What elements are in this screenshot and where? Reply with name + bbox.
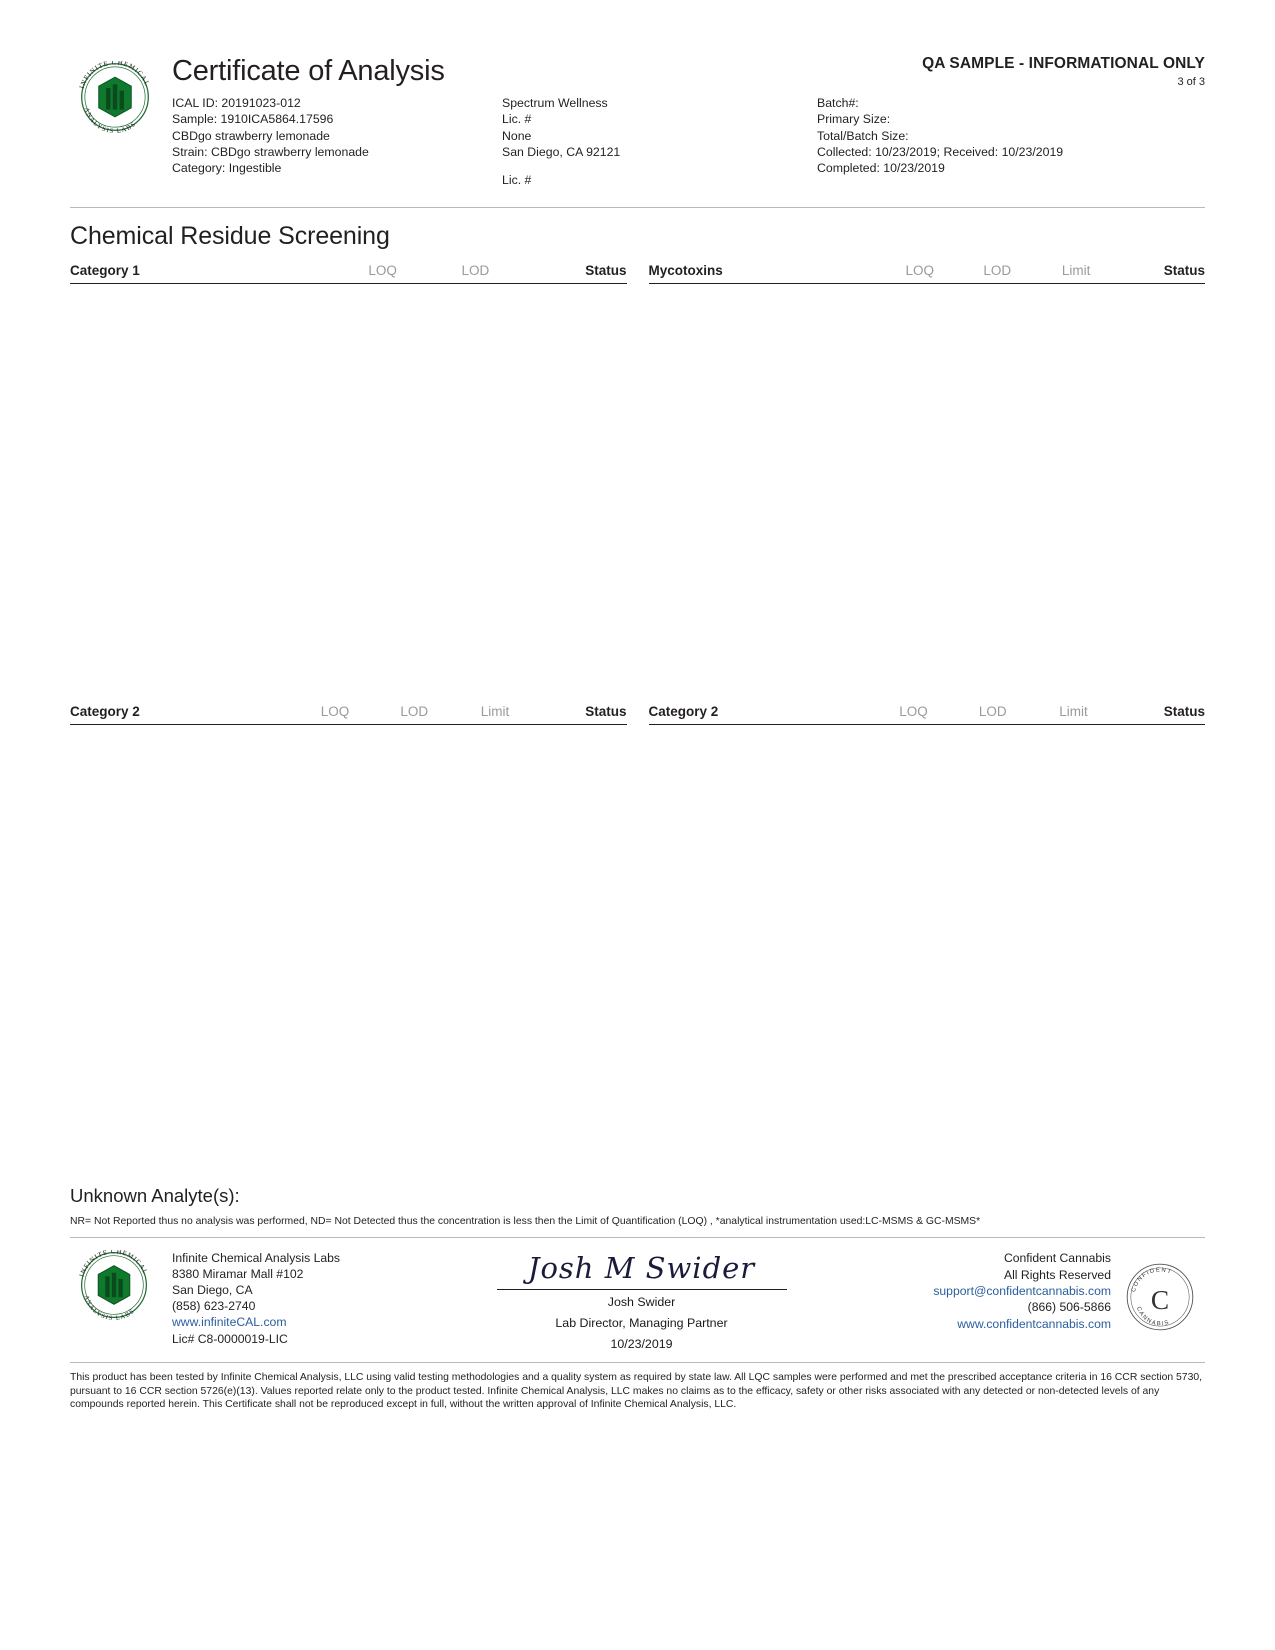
infinite-chemical-analysis-labs-logo-icon (70, 61, 160, 133)
sample-metadata (172, 95, 1205, 189)
svg-text:INFINITE CHEMICAL: INFINITE CHEMICAL (78, 1250, 149, 1278)
infinite-chemical-analysis-labs-logo-icon (70, 1250, 158, 1320)
col-limit: Limit (1007, 704, 1088, 725)
analyte-tables (70, 263, 1205, 725)
total-batch-size: Total/Batch Size: (817, 128, 909, 143)
table-header-row (70, 263, 627, 284)
batch-info-column (817, 95, 1205, 189)
col-status: Status (509, 704, 626, 725)
right-table-empty-area (649, 284, 1206, 704)
signature-image: Josh M Swider (527, 1251, 756, 1286)
page-number: 3 of 3 (1177, 76, 1205, 88)
svg-text:ANALYSIS LABS: ANALYSIS LABS (82, 106, 138, 133)
svg-text:C: C (1150, 1284, 1170, 1315)
confident-cannabis-info (811, 1250, 1119, 1332)
mycotoxins-table (649, 263, 1206, 284)
signature-date: 10/23/2019 (610, 1336, 673, 1351)
lower-empty-area (70, 725, 1205, 1185)
signature-line (497, 1289, 787, 1290)
category-2-right-table (649, 704, 1206, 725)
unknown-analytes-title: Unknown Analyte(s): (70, 1184, 240, 1206)
svg-text:ANALYSIS LABS: ANALYSIS LABS (82, 1294, 137, 1321)
left-table-column (70, 263, 627, 725)
lab-website-link[interactable]: www.infiniteCAL.com (172, 1315, 287, 1330)
signatory-name: Josh Swider (607, 1295, 676, 1310)
col-category-1-name: Category 1 (70, 263, 302, 284)
header-logo (70, 55, 166, 133)
page-header (70, 55, 1205, 189)
client-address: San Diego, CA 92121 (502, 145, 621, 160)
qa-sample-note: QA SAMPLE - INFORMATIONAL ONLY (922, 55, 1205, 72)
lab-phone: (858) 623-2740 (172, 1299, 256, 1314)
col-limit: Limit (1011, 263, 1090, 284)
col-lod: LOD (934, 263, 1011, 284)
batch-number: Batch#: (817, 96, 859, 110)
cc-rights: All Rights Reserved (1003, 1267, 1111, 1282)
collected-received-dates: Collected: 10/23/2019; Received: 10/23/2019 (817, 145, 1064, 160)
col-status: Status (489, 263, 626, 284)
spacer (502, 160, 817, 172)
primary-size: Primary Size: (817, 112, 891, 127)
col-loq: LOQ (302, 263, 397, 284)
client-license-value: None (502, 128, 532, 143)
category-1-table (70, 263, 627, 284)
table-header-row (649, 704, 1206, 725)
category-2-left-table (70, 704, 627, 725)
cc-email-link[interactable]: support@confidentcannabis.com (933, 1283, 1111, 1298)
analyte-notes: NR= Not Reported thus no analysis was performed, ND= Not Detected thus the concentration is less then the Limit of Quantification (LOQ) , *analytical instrumentation used:LC-MSMS & GC-MSMS* (70, 1215, 1205, 1238)
client-name: Spectrum Wellness (502, 96, 608, 110)
svg-text:CONFIDENT: CONFIDENT (1130, 1267, 1174, 1293)
sample-info-column (172, 95, 502, 189)
sample-product-name: CBDgo strawberry lemonade (172, 128, 330, 143)
header-divider (70, 207, 1205, 208)
page-title: Certificate of Analysis (172, 55, 445, 88)
col-loq: LOQ (855, 263, 934, 284)
svg-text:INFINITE CHEMICAL: INFINITE CHEMICAL (78, 61, 151, 90)
sample-category: Category: Ingestible (172, 161, 282, 176)
col-category-2-name: Category 2 (70, 704, 268, 725)
col-lod: LOD (397, 263, 489, 284)
section-title: Chemical Residue Screening (70, 221, 390, 250)
col-status: Status (1090, 263, 1205, 284)
sample-ical-id: ICAL ID: 20191023-012 (172, 96, 301, 110)
footer-logo (70, 1250, 166, 1320)
left-table-empty-area (70, 284, 627, 704)
col-loq: LOQ (847, 704, 928, 725)
col-status: Status (1088, 704, 1205, 725)
lab-license: Lic# C8-0000019-LIC (172, 1331, 288, 1346)
client-license-label: Lic. # (502, 112, 532, 127)
sample-id: Sample: 1910ICA5864.17596 (172, 112, 334, 127)
col-limit: Limit (428, 704, 509, 725)
col-loq: LOQ (268, 704, 349, 725)
client-secondary-license-label: Lic. # (502, 173, 532, 188)
table-header-row (70, 704, 627, 725)
cc-website-link[interactable]: www.confidentcannabis.com (957, 1316, 1111, 1331)
page-footer (70, 1250, 1205, 1352)
col-lod: LOD (928, 704, 1007, 725)
lab-address-1: 8380 Miramar Mall #102 (172, 1267, 304, 1282)
table-header-row (649, 263, 1206, 284)
lab-name: Infinite Chemical Analysis Labs (172, 1251, 340, 1266)
svg-text:CANNABIS: CANNABIS (1135, 1306, 1171, 1328)
confident-cannabis-seal-icon (1119, 1250, 1205, 1343)
col-mycotoxins-name: Mycotoxins (649, 263, 855, 284)
completed-date: Completed: 10/23/2019 (817, 161, 945, 176)
sample-strain: Strain: CBDgo strawberry lemonade (172, 145, 369, 160)
col-category-2-name: Category 2 (649, 704, 847, 725)
legal-disclaimer: This product has been tested by Infinite Chemical Analysis, LLC using valid testing methodologies and a quality system as required by state law. All LQC samples were performed and met the prescribed acceptance criteria in 16 CCR section 5730, pursuant to 16 CCR section 5726(e)(13). Values reported relate only to the product tested. Infinite Chemical Analysis, LLC makes no claims as to the efficacy, safety or other risks associated with any detected or non-detected levels of any compounds reported herein. This Certificate shall not be reproduced except in full, without the written approval of Infinite Chemical Analysis, LLC. (70, 1362, 1205, 1412)
signature-block (472, 1250, 811, 1352)
cc-name: Confident Cannabis (1003, 1251, 1111, 1266)
col-lod: LOD (349, 704, 428, 725)
signatory-role: Lab Director, Managing Partner (555, 1315, 728, 1330)
client-info-column (502, 95, 817, 189)
cc-phone: (866) 506-5866 (1027, 1300, 1111, 1315)
lab-contact-info (166, 1250, 472, 1347)
lab-address-2: San Diego, CA (172, 1283, 253, 1298)
right-table-column (649, 263, 1206, 725)
